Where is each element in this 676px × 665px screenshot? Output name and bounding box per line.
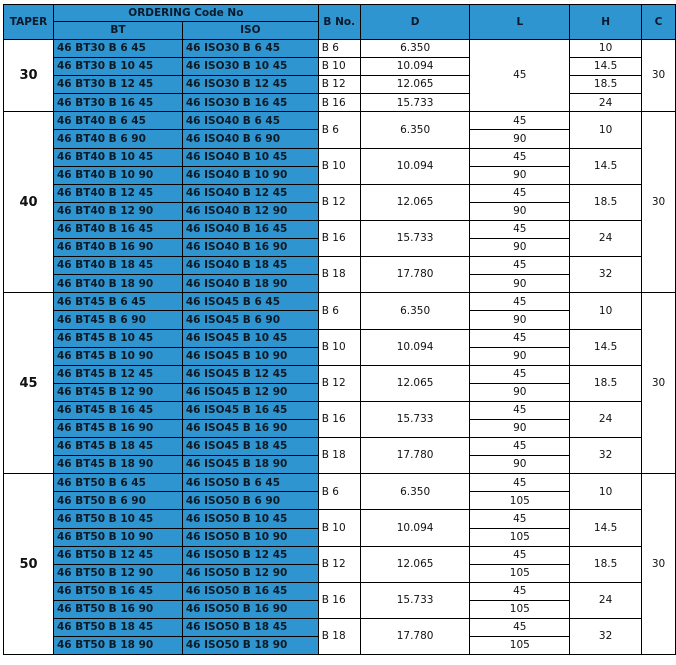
iso-code-cell: 46 ISO40 B 18 90 — [182, 275, 318, 293]
iso-code-cell: 46 ISO50 B 6 45 — [182, 474, 318, 492]
taper-cell: 45 — [4, 293, 54, 474]
h-cell: 14.5 — [570, 58, 642, 76]
bt-code-cell: 46 BT50 B 18 90 — [53, 637, 182, 655]
l-cell: 45 — [470, 365, 570, 383]
h-cell: 18.5 — [570, 184, 642, 220]
l-cell: 90 — [470, 311, 570, 329]
bt-code-cell: 46 BT30 B 10 45 — [53, 58, 182, 76]
bt-code-cell: 46 BT30 B 12 45 — [53, 76, 182, 94]
bt-code-cell: 46 BT40 B 12 90 — [53, 202, 182, 220]
ordering-code-table — [3, 4, 676, 655]
bt-code-cell: 46 BT50 B 6 90 — [53, 492, 182, 510]
d-cell: 15.733 — [360, 582, 470, 618]
bt-code-cell: 46 BT40 B 10 45 — [53, 148, 182, 166]
b-no-cell: B 6 — [318, 112, 360, 148]
iso-code-cell: 46 ISO40 B 12 90 — [182, 202, 318, 220]
header-ordering-code: ORDERING Code No — [53, 5, 318, 22]
h-cell: 32 — [570, 438, 642, 474]
h-cell: 14.5 — [570, 510, 642, 546]
h-cell: 24 — [570, 582, 642, 618]
h-cell: 10 — [570, 40, 642, 58]
l-cell: 45 — [470, 257, 570, 275]
iso-code-cell: 46 ISO50 B 6 90 — [182, 492, 318, 510]
c-cell: 30 — [642, 40, 676, 112]
l-cell: 90 — [470, 202, 570, 220]
iso-code-cell: 46 ISO40 B 6 45 — [182, 112, 318, 130]
table-row — [4, 401, 676, 419]
table-row — [4, 582, 676, 600]
h-cell: 14.5 — [570, 148, 642, 184]
iso-code-cell: 46 ISO40 B 16 45 — [182, 220, 318, 238]
iso-code-cell: 46 ISO50 B 16 45 — [182, 582, 318, 600]
l-cell: 90 — [470, 456, 570, 474]
c-cell: 30 — [642, 474, 676, 655]
iso-code-cell: 46 ISO45 B 16 45 — [182, 401, 318, 419]
iso-code-cell: 46 ISO30 B 12 45 — [182, 76, 318, 94]
d-cell: 6.350 — [360, 40, 470, 58]
d-cell: 10.094 — [360, 510, 470, 546]
b-no-cell: B 12 — [318, 76, 360, 94]
table-body — [4, 40, 676, 655]
h-cell: 10 — [570, 293, 642, 329]
d-cell: 12.065 — [360, 184, 470, 220]
table-row — [4, 184, 676, 202]
bt-code-cell: 46 BT50 B 12 45 — [53, 546, 182, 564]
spec-table-container — [3, 4, 676, 655]
iso-code-cell: 46 ISO40 B 12 45 — [182, 184, 318, 202]
bt-code-cell: 46 BT40 B 6 45 — [53, 112, 182, 130]
b-no-cell: B 16 — [318, 401, 360, 437]
l-cell: 105 — [470, 564, 570, 582]
header-h: H — [570, 5, 642, 40]
iso-code-cell: 46 ISO30 B 16 45 — [182, 94, 318, 112]
d-cell: 6.350 — [360, 112, 470, 148]
bt-code-cell: 46 BT45 B 6 45 — [53, 293, 182, 311]
taper-cell: 50 — [4, 474, 54, 655]
b-no-cell: B 6 — [318, 40, 360, 58]
table-row — [4, 94, 676, 112]
l-cell: 90 — [470, 130, 570, 148]
bt-code-cell: 46 BT40 B 16 90 — [53, 239, 182, 257]
l-cell: 45 — [470, 112, 570, 130]
table-row — [4, 293, 676, 311]
iso-code-cell: 46 ISO50 B 12 90 — [182, 564, 318, 582]
table-row — [4, 438, 676, 456]
l-cell: 105 — [470, 600, 570, 618]
table-row — [4, 619, 676, 637]
bt-code-cell: 46 BT50 B 12 90 — [53, 564, 182, 582]
l-cell: 45 — [470, 401, 570, 419]
l-cell: 45 — [470, 184, 570, 202]
table-row — [4, 329, 676, 347]
b-no-cell: B 16 — [318, 94, 360, 112]
bt-code-cell: 46 BT40 B 10 90 — [53, 166, 182, 184]
h-cell: 24 — [570, 220, 642, 256]
c-cell: 30 — [642, 112, 676, 293]
l-cell: 105 — [470, 492, 570, 510]
iso-code-cell: 46 ISO45 B 18 45 — [182, 438, 318, 456]
d-cell: 15.733 — [360, 401, 470, 437]
table-row — [4, 546, 676, 564]
l-cell: 45 — [470, 582, 570, 600]
c-cell: 30 — [642, 293, 676, 474]
bt-code-cell: 46 BT50 B 16 45 — [53, 582, 182, 600]
iso-code-cell: 46 ISO50 B 10 90 — [182, 528, 318, 546]
d-cell: 10.094 — [360, 148, 470, 184]
h-cell: 14.5 — [570, 329, 642, 365]
l-cell: 45 — [470, 40, 570, 112]
b-no-cell: B 10 — [318, 329, 360, 365]
l-cell: 90 — [470, 347, 570, 365]
iso-code-cell: 46 ISO50 B 18 45 — [182, 619, 318, 637]
header-c: C — [642, 5, 676, 40]
iso-code-cell: 46 ISO45 B 12 90 — [182, 383, 318, 401]
l-cell: 90 — [470, 383, 570, 401]
bt-code-cell: 46 BT45 B 16 45 — [53, 401, 182, 419]
d-cell: 17.780 — [360, 619, 470, 655]
bt-code-cell: 46 BT45 B 12 45 — [53, 365, 182, 383]
l-cell: 45 — [470, 148, 570, 166]
table-row — [4, 220, 676, 238]
d-cell: 15.733 — [360, 220, 470, 256]
header-bt: BT — [53, 22, 182, 40]
b-no-cell: B 6 — [318, 293, 360, 329]
iso-code-cell: 46 ISO45 B 12 45 — [182, 365, 318, 383]
bt-code-cell: 46 BT50 B 10 90 — [53, 528, 182, 546]
iso-code-cell: 46 ISO45 B 16 90 — [182, 419, 318, 437]
h-cell: 10 — [570, 474, 642, 510]
d-cell: 10.094 — [360, 58, 470, 76]
bt-code-cell: 46 BT45 B 6 90 — [53, 311, 182, 329]
b-no-cell: B 12 — [318, 546, 360, 582]
l-cell: 45 — [470, 546, 570, 564]
d-cell: 12.065 — [360, 76, 470, 94]
header-iso: ISO — [182, 22, 318, 40]
l-cell: 90 — [470, 166, 570, 184]
d-cell: 6.350 — [360, 293, 470, 329]
bt-code-cell: 46 BT45 B 16 90 — [53, 419, 182, 437]
iso-code-cell: 46 ISO40 B 10 90 — [182, 166, 318, 184]
bt-code-cell: 46 BT50 B 10 45 — [53, 510, 182, 528]
l-cell: 45 — [470, 619, 570, 637]
iso-code-cell: 46 ISO50 B 18 90 — [182, 637, 318, 655]
table-row — [4, 148, 676, 166]
d-cell: 17.780 — [360, 438, 470, 474]
l-cell: 45 — [470, 438, 570, 456]
iso-code-cell: 46 ISO40 B 18 45 — [182, 257, 318, 275]
bt-code-cell: 46 BT40 B 6 90 — [53, 130, 182, 148]
table-row — [4, 112, 676, 130]
table-row — [4, 510, 676, 528]
h-cell: 18.5 — [570, 546, 642, 582]
d-cell: 6.350 — [360, 474, 470, 510]
iso-code-cell: 46 ISO30 B 6 45 — [182, 40, 318, 58]
taper-cell: 40 — [4, 112, 54, 293]
iso-code-cell: 46 ISO45 B 10 90 — [182, 347, 318, 365]
d-cell: 10.094 — [360, 329, 470, 365]
iso-code-cell: 46 ISO40 B 10 45 — [182, 148, 318, 166]
iso-code-cell: 46 ISO45 B 18 90 — [182, 456, 318, 474]
bt-code-cell: 46 BT50 B 16 90 — [53, 600, 182, 618]
taper-cell: 30 — [4, 40, 54, 112]
b-no-cell: B 18 — [318, 257, 360, 293]
header-d: D — [360, 5, 470, 40]
bt-code-cell: 46 BT40 B 18 45 — [53, 257, 182, 275]
b-no-cell: B 16 — [318, 220, 360, 256]
b-no-cell: B 10 — [318, 148, 360, 184]
table-row — [4, 365, 676, 383]
bt-code-cell: 46 BT30 B 16 45 — [53, 94, 182, 112]
iso-code-cell: 46 ISO50 B 10 45 — [182, 510, 318, 528]
h-cell: 24 — [570, 94, 642, 112]
l-cell: 105 — [470, 528, 570, 546]
table-row — [4, 257, 676, 275]
iso-code-cell: 46 ISO40 B 6 90 — [182, 130, 318, 148]
bt-code-cell: 46 BT45 B 10 90 — [53, 347, 182, 365]
bt-code-cell: 46 BT45 B 10 45 — [53, 329, 182, 347]
header-l: L — [470, 5, 570, 40]
bt-code-cell: 46 BT45 B 18 90 — [53, 456, 182, 474]
table-row — [4, 76, 676, 94]
h-cell: 24 — [570, 401, 642, 437]
iso-code-cell: 46 ISO45 B 6 45 — [182, 293, 318, 311]
bt-code-cell: 46 BT45 B 18 45 — [53, 438, 182, 456]
bt-code-cell: 46 BT40 B 16 45 — [53, 220, 182, 238]
l-cell: 90 — [470, 239, 570, 257]
l-cell: 45 — [470, 293, 570, 311]
b-no-cell: B 18 — [318, 619, 360, 655]
b-no-cell: B 18 — [318, 438, 360, 474]
iso-code-cell: 46 ISO45 B 6 90 — [182, 311, 318, 329]
iso-code-cell: 46 ISO40 B 16 90 — [182, 239, 318, 257]
header-taper: TAPER — [4, 5, 54, 40]
bt-code-cell: 46 BT40 B 18 90 — [53, 275, 182, 293]
bt-code-cell: 46 BT50 B 6 45 — [53, 474, 182, 492]
d-cell: 15.733 — [360, 94, 470, 112]
iso-code-cell: 46 ISO45 B 10 45 — [182, 329, 318, 347]
h-cell: 18.5 — [570, 365, 642, 401]
b-no-cell: B 16 — [318, 582, 360, 618]
d-cell: 17.780 — [360, 257, 470, 293]
header-b-no: B No. — [318, 5, 360, 40]
b-no-cell: B 12 — [318, 184, 360, 220]
b-no-cell: B 12 — [318, 365, 360, 401]
l-cell: 45 — [470, 510, 570, 528]
bt-code-cell: 46 BT40 B 12 45 — [53, 184, 182, 202]
h-cell: 10 — [570, 112, 642, 148]
l-cell: 45 — [470, 329, 570, 347]
l-cell: 45 — [470, 220, 570, 238]
table-row — [4, 58, 676, 76]
b-no-cell: B 6 — [318, 474, 360, 510]
table-row — [4, 474, 676, 492]
l-cell: 90 — [470, 419, 570, 437]
l-cell: 90 — [470, 275, 570, 293]
iso-code-cell: 46 ISO30 B 10 45 — [182, 58, 318, 76]
iso-code-cell: 46 ISO50 B 12 45 — [182, 546, 318, 564]
d-cell: 12.065 — [360, 365, 470, 401]
h-cell: 32 — [570, 257, 642, 293]
iso-code-cell: 46 ISO50 B 16 90 — [182, 600, 318, 618]
h-cell: 32 — [570, 619, 642, 655]
d-cell: 12.065 — [360, 546, 470, 582]
bt-code-cell: 46 BT50 B 18 45 — [53, 619, 182, 637]
bt-code-cell: 46 BT45 B 12 90 — [53, 383, 182, 401]
h-cell: 18.5 — [570, 76, 642, 94]
table-row — [4, 40, 676, 58]
b-no-cell: B 10 — [318, 58, 360, 76]
l-cell: 105 — [470, 637, 570, 655]
b-no-cell: B 10 — [318, 510, 360, 546]
bt-code-cell: 46 BT30 B 6 45 — [53, 40, 182, 58]
table-header — [4, 5, 676, 40]
l-cell: 45 — [470, 474, 570, 492]
